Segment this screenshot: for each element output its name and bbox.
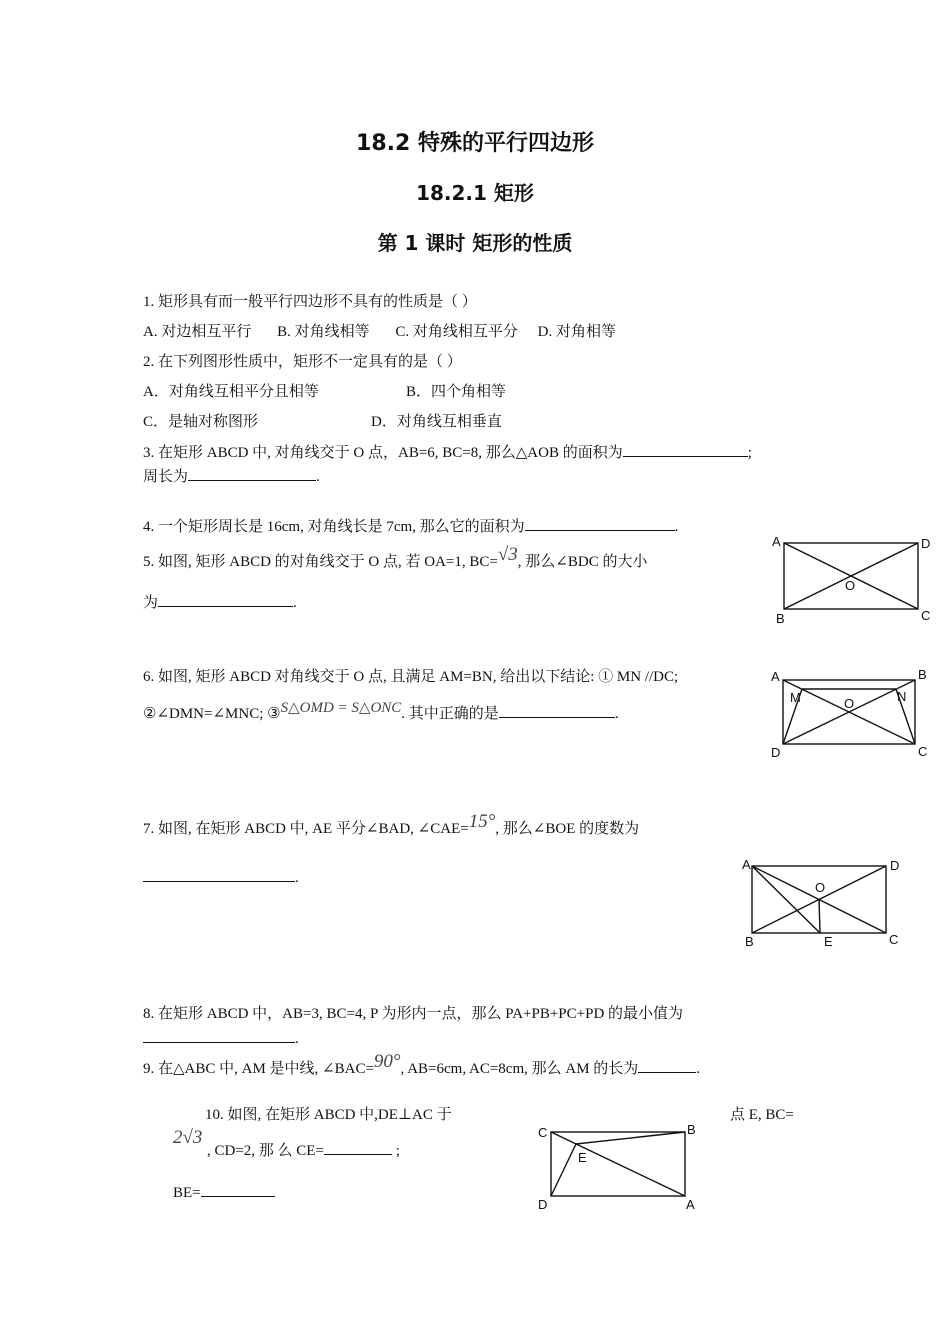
q10-line2-text: , CD=2, 那 么 CE= xyxy=(207,1143,324,1159)
q5-text-a: 5. 如图, 矩形 ABCD 的对角线交于 O 点, 若 OA=1, BC= xyxy=(143,554,498,570)
fig5-label-b: B xyxy=(776,611,785,626)
fig7-segment-ae xyxy=(752,866,820,933)
figure-q6 xyxy=(766,664,942,769)
q6-line2-b: . 其中正确的是 xyxy=(401,706,499,722)
fig5-label-d: D xyxy=(921,536,931,551)
q3-line1 xyxy=(143,442,752,463)
fig10-label-b: B xyxy=(687,1122,696,1137)
q10-line3-label: BE= xyxy=(173,1185,201,1201)
fig7-label-c: C xyxy=(889,932,899,947)
q6-line1: 6. 如图, 矩形 ABCD 对角线交于 O 点, 且满足 AM=BN, 给出以下结论: ① MN //DC; xyxy=(143,669,679,685)
q7-text-b: , 那么∠BOE 的度数为 xyxy=(495,821,640,837)
q3-line2-label: 周长为 xyxy=(143,469,189,485)
q10-value xyxy=(173,1128,202,1149)
subsection-title: 18.2.1 矩形 xyxy=(416,181,534,205)
q2-option-c: C．是轴对称图形 xyxy=(143,414,259,430)
q5-line2-end: . xyxy=(293,595,297,611)
fig6-label-m: M xyxy=(790,690,801,705)
figure-q7 xyxy=(738,853,908,958)
q9-text-b: , AB=6cm, AC=8cm, 那么 AM 的长为 xyxy=(400,1061,639,1077)
q4-line xyxy=(143,516,678,537)
q2-option-d: D．对角线互相垂直 xyxy=(371,414,502,430)
q6-formula: S△OMD = S△ONC xyxy=(280,700,402,716)
fig5-label-c: C xyxy=(921,608,931,623)
fig6-label-b: B xyxy=(918,667,927,682)
q1-option-c: C. 对角线相互平分 xyxy=(395,324,518,340)
fig6-label-n: N xyxy=(897,689,907,704)
q7-line2-end: . xyxy=(295,870,299,886)
q5-text-b: , 那么∠BDC 的大小 xyxy=(517,554,648,570)
q9-blank[interactable] xyxy=(638,1058,696,1073)
q3-line2-end: . xyxy=(316,469,320,485)
q8-blank[interactable] xyxy=(143,1028,295,1043)
q6-line2 xyxy=(143,700,619,724)
fig10-label-c: C xyxy=(538,1125,548,1140)
q10-line2 xyxy=(207,1140,400,1161)
fig10-label-a: A xyxy=(686,1197,695,1212)
fig10-segment-eb xyxy=(576,1132,685,1144)
q7-angle: 15° xyxy=(468,811,496,832)
q3-text: 3. 在矩形 ABCD 中, 对角线交于 O 点，AB=6, BC=8, 那么△AOB 的面积为 xyxy=(143,445,623,461)
fig6-label-o: O xyxy=(844,696,855,711)
q7-text-a: 7. 如图, 在矩形 ABCD 中, AE 平分∠BAD, ∠CAE= xyxy=(143,821,469,837)
figure-q5 xyxy=(770,532,940,633)
q5-line2-label: 为 xyxy=(143,595,159,611)
fig7-segment-oe xyxy=(819,899,820,933)
fig10-label-e: E xyxy=(578,1150,587,1165)
q7-line2 xyxy=(143,867,299,888)
q5-sqrt: √3 xyxy=(497,544,518,565)
q1-option-a: A. 对边相互平行 xyxy=(143,324,252,340)
fig6-label-c: C xyxy=(918,744,928,759)
q9-end: . xyxy=(696,1061,701,1077)
q6-blank[interactable] xyxy=(499,703,615,718)
fig7-label-d: D xyxy=(890,858,900,873)
q10-text-a: 10. 如图, 在矩形 ABCD 中,DE⊥AC 于 xyxy=(205,1107,452,1123)
fig6-label-d: D xyxy=(771,745,781,760)
figure-q10 xyxy=(532,1118,710,1221)
q2-option-a: A．对角线互相平分且相等 xyxy=(143,384,319,400)
q8-line2 xyxy=(143,1028,299,1049)
q7-line1 xyxy=(143,811,640,839)
q10-line3 xyxy=(173,1182,275,1203)
q6-line2-a: ②∠DMN=∠MNC; ③ xyxy=(143,706,281,722)
q10-bc-value: 2√3 xyxy=(173,1127,203,1148)
q1-option-d: D. 对角相等 xyxy=(537,324,616,340)
q5-line1 xyxy=(143,544,648,572)
fig7-label-a: A xyxy=(742,857,751,872)
section-title: 18.2 特殊的平行四边形 xyxy=(356,131,594,156)
fig10-segment-de xyxy=(551,1144,576,1196)
fig5-label-a: A xyxy=(772,534,781,549)
q1-stem: 1. 矩形具有而一般平行四边形不具有的性质是（ ） xyxy=(143,294,477,310)
q9-line xyxy=(143,1051,701,1079)
q10-text-b: 点 E, BC= xyxy=(730,1107,794,1123)
lesson-title: 第 1 课时 矩形的性质 xyxy=(377,231,573,255)
fig6-label-a: A xyxy=(771,669,780,684)
fig7-label-e: E xyxy=(824,934,833,949)
q1-options xyxy=(143,322,616,342)
q4-end: . xyxy=(674,519,679,535)
q7-blank[interactable] xyxy=(143,867,295,882)
fig5-label-o: O xyxy=(845,578,856,593)
q10-be-blank[interactable] xyxy=(201,1182,275,1197)
q3-line2 xyxy=(143,466,320,487)
q4-text: 4. 一个矩形周长是 16cm, 对角线长是 7cm, 那么它的面积为 xyxy=(143,519,525,535)
q10-line2-end: ; xyxy=(391,1143,400,1159)
q5-line2 xyxy=(143,592,297,613)
fig10-label-d: D xyxy=(538,1197,548,1212)
q3-end: ; xyxy=(747,445,752,461)
q2-option-b: B．四个角相等 xyxy=(406,384,507,400)
q3-area-blank[interactable] xyxy=(623,442,748,457)
q5-blank[interactable] xyxy=(158,592,293,607)
fig10-diagonal-ca xyxy=(551,1132,685,1196)
q9-angle: 90° xyxy=(373,1051,401,1072)
q4-blank[interactable] xyxy=(525,516,675,531)
q10-ce-blank[interactable] xyxy=(324,1140,392,1155)
q9-text-a: 9. 在△ABC 中, AM 是中线, ∠BAC= xyxy=(143,1061,374,1077)
q2-stem: 2. 在下列图形性质中，矩形不一定具有的是（ ） xyxy=(143,354,462,370)
fig7-label-o: O xyxy=(815,880,826,895)
q2-row1 xyxy=(143,382,506,402)
q8-line1: 8. 在矩形 ABCD 中，AB=3, BC=4, P 为形内一点，那么 PA+PB+PC+PD 的最小值为 xyxy=(143,1006,684,1022)
fig7-label-b: B xyxy=(745,934,754,949)
q2-row2 xyxy=(143,412,502,432)
q1-option-b: B. 对角线相等 xyxy=(277,324,370,340)
q3-perimeter-blank[interactable] xyxy=(188,466,316,481)
q6-line2-end: . xyxy=(614,706,619,722)
q8-line2-end: . xyxy=(295,1031,299,1047)
